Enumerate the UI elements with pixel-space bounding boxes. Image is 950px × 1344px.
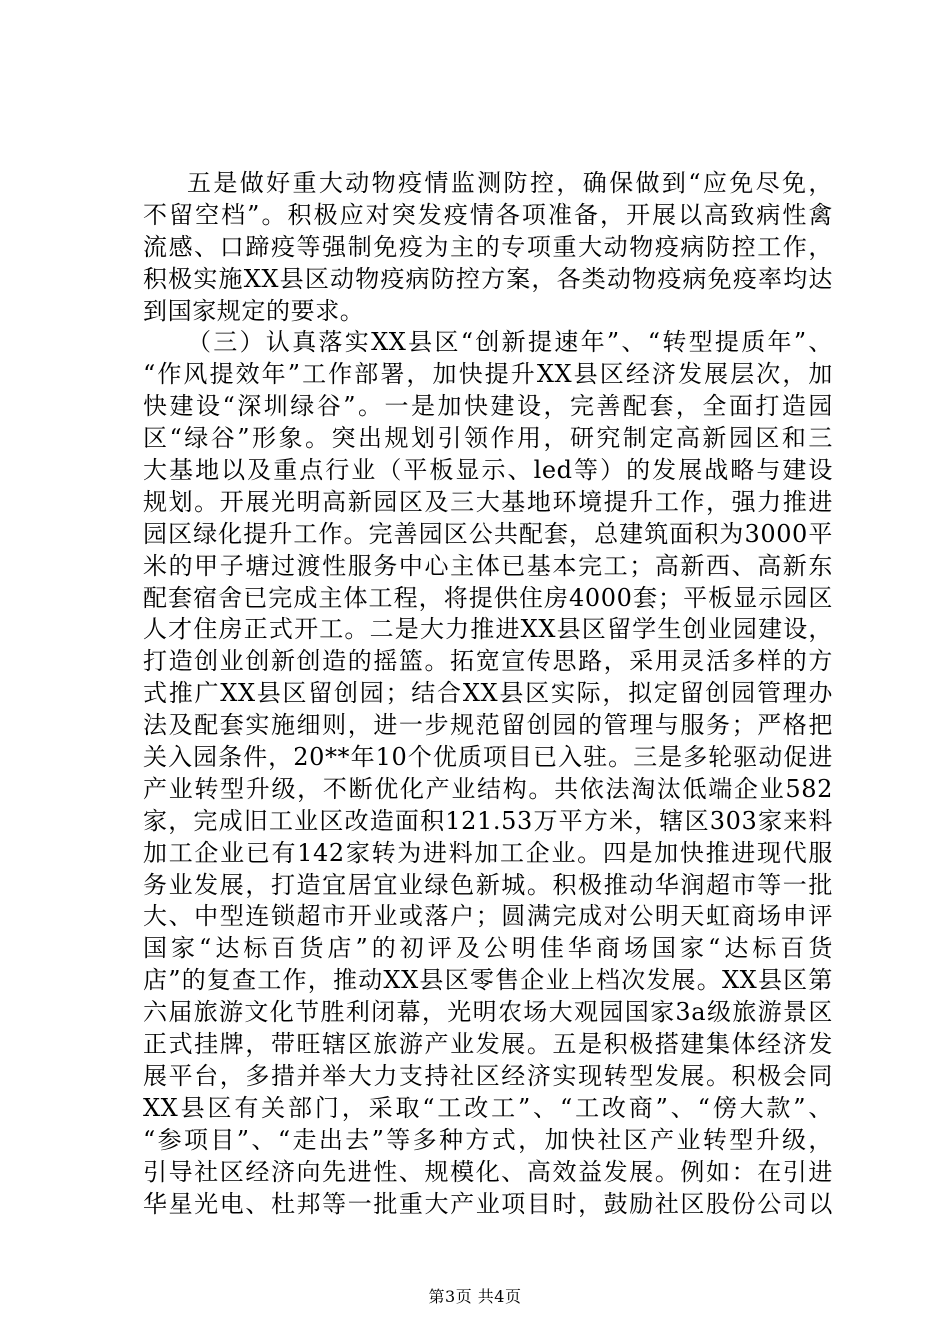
text-line: 产业转型升级，不断优化产业结构。共依法淘汰低端企业582 <box>143 774 833 803</box>
text-line: 积极实施XX县区动物疫病防控方案，各类动物疫病免疫率均达 <box>143 264 833 293</box>
text-line: 加工企业已有142家转为进料加工企业。四是加快推进现代服 <box>143 838 833 867</box>
page-footer: 第3页 共4页 <box>428 1287 522 1306</box>
text-line: 快建设“深圳绿谷”。一是加快建设，完善配套，全面打造园 <box>143 392 833 421</box>
text-line: 米的甲子塘过渡性服务中心主体已基本完工；高新西、高新东 <box>143 551 833 580</box>
text-line: “作风提效年”工作部署，加快提升XX县区经济发展层次，加 <box>143 360 833 389</box>
text-line: 国家“达标百货店”的初评及公明佳华商场国家“达标百货 <box>143 934 833 963</box>
text-line: 园区绿化提升工作。完善园区公共配套，总建筑面积为3000平 <box>143 519 833 548</box>
text-line: 务业发展，打造宜居宜业绿色新城。积极推动华润超市等一批 <box>143 870 833 899</box>
text-line: “参项目”、“走出去”等多种方式，加快社区产业转型升级， <box>143 1125 833 1154</box>
text-line: 流感、口蹄疫等强制免疫为主的专项重大动物疫病防控工作， <box>143 232 833 261</box>
text-line: 区“绿谷”形象。突出规划引领作用，研究制定高新园区和三 <box>143 424 833 453</box>
text-line: 到国家规定的要求。 <box>143 296 365 325</box>
text-line: 人才住房正式开工。二是大力推进XX县区留学生创业园建设， <box>143 615 833 644</box>
text-line: （三）认真落实XX县区“创新提速年”、“转型提质年”、 <box>187 328 833 357</box>
text-line: 六届旅游文化节胜利闭幕，光明农场大观园国家3a级旅游景区 <box>143 998 833 1027</box>
text-line: 大基地以及重点行业（平板显示、led等）的发展战略与建设 <box>143 456 833 485</box>
text-line: 不留空档”。积极应对突发疫情各项准备，开展以高致病性禽 <box>143 200 833 229</box>
document-body <box>143 168 833 1220</box>
text-line: 大、中型连锁超市开业或落户；圆满完成对公明天虹商场申评 <box>143 902 833 931</box>
text-line: 打造创业创新创造的摇篮。拓宽宣传思路，采用灵活多样的方 <box>143 647 833 676</box>
text-line: 家，完成旧工业区改造面积121.53万平方米，辖区303家来料 <box>143 806 833 835</box>
text-line: XX县区有关部门，采取“工改工”、“工改商”、“傍大款”、 <box>143 1093 833 1122</box>
text-line: 华星光电、杜邦等一批重大产业项目时，鼓励社区股份公司以 <box>143 1189 833 1218</box>
text-line: 五是做好重大动物疫情监测防控，确保做到“应免尽免， <box>187 169 833 197</box>
text-line: 配套宿舍已完成主体工程，将提供住房4000套；平板显示园区 <box>143 583 833 612</box>
text-line: 店”的复查工作，推动XX县区零售企业上档次发展。XX县区第 <box>143 966 833 995</box>
text-line: 关入园条件，20**年10个优质项目已入驻。三是多轮驱动促进 <box>143 743 833 772</box>
text-line: 引导社区经济向先进性、规模化、高效益发展。例如：在引进 <box>143 1157 833 1186</box>
text-line: 正式挂牌，带旺辖区旅游产业发展。五是积极搭建集体经济发 <box>143 1030 833 1059</box>
text-line: 展平台，多措并举大力支持社区经济实现转型发展。积极会同 <box>143 1061 833 1090</box>
text-line: 法及配套实施细则，进一步规范留创园的管理与服务；严格把 <box>143 711 833 740</box>
text-line: 式推广XX县区留创园；结合XX县区实际，拟定留创园管理办 <box>143 679 833 708</box>
text-line: 规划。开展光明高新园区及三大基地环境提升工作，强力推进 <box>143 487 833 516</box>
